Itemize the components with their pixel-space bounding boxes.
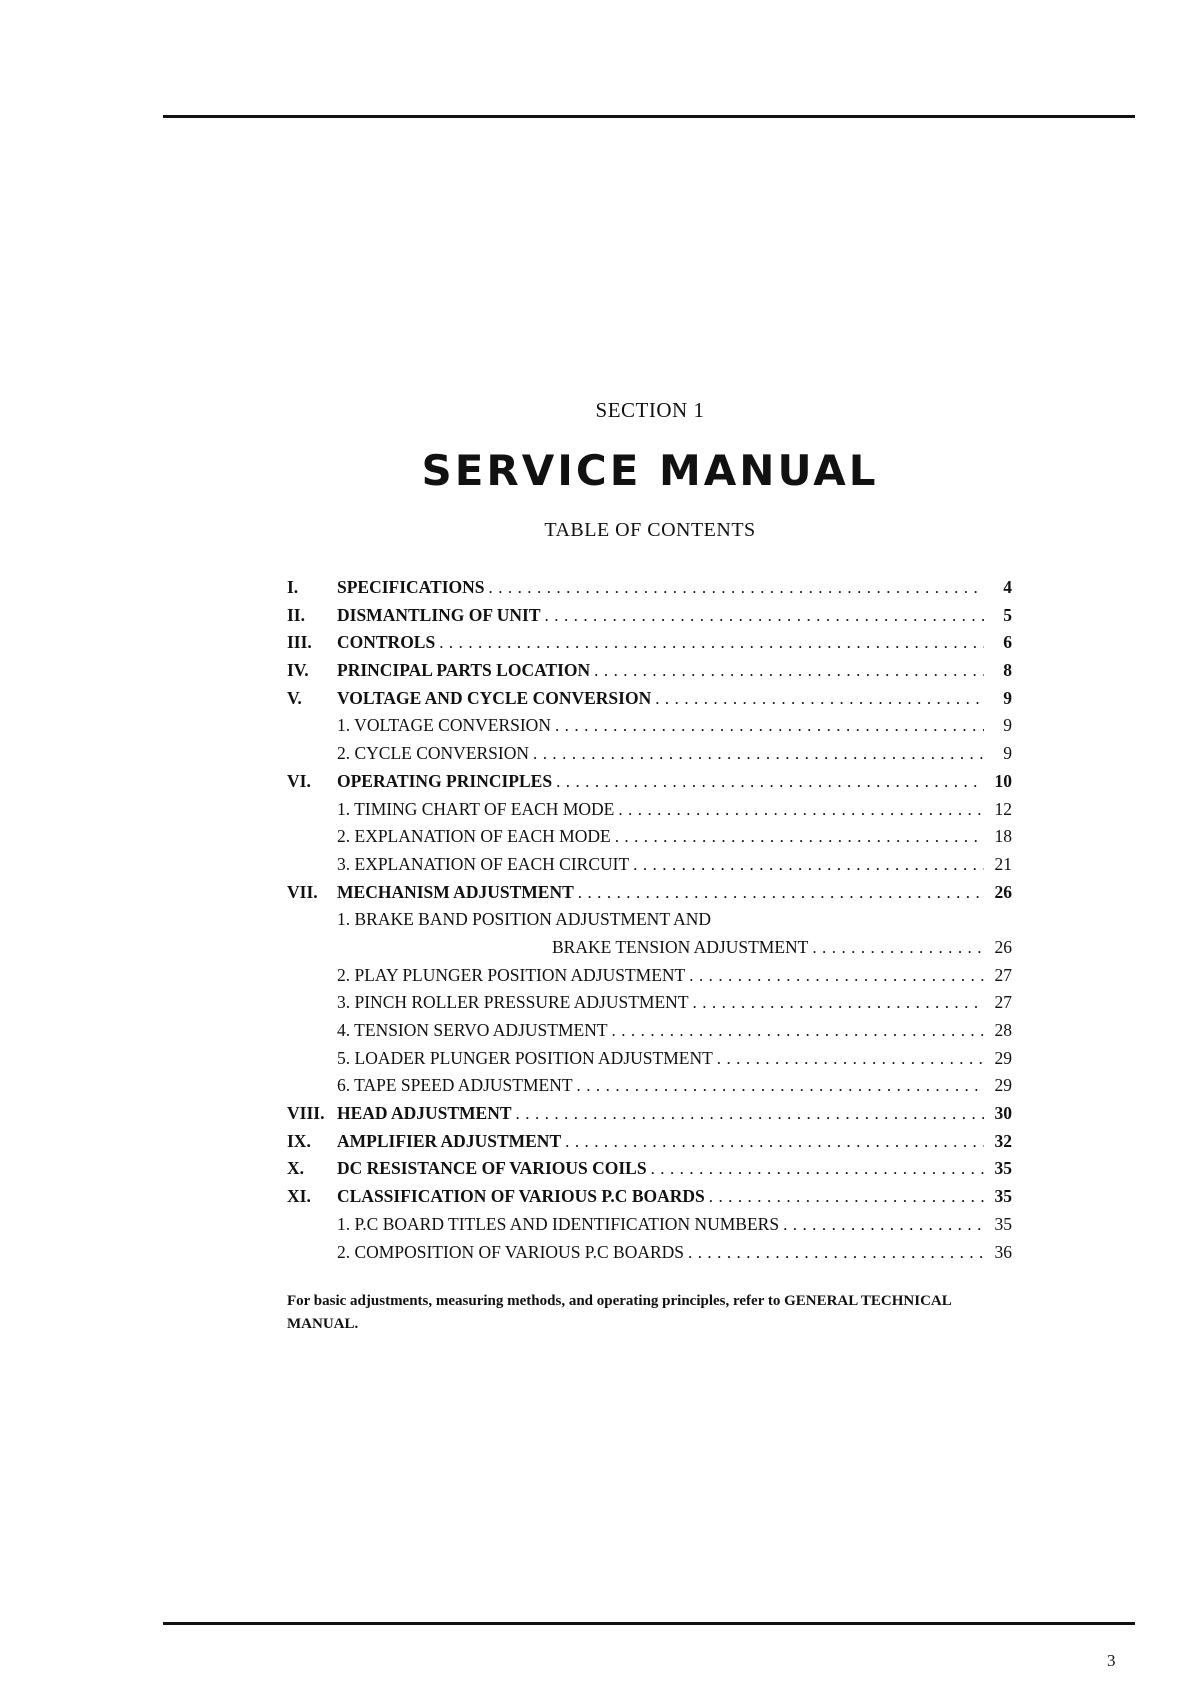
dot-leader — [556, 768, 984, 796]
toc-subentry[interactable] — [287, 796, 1012, 824]
toc-entry-label: 1. TIMING CHART OF EACH MODE — [337, 798, 615, 819]
toc-subentry[interactable] — [287, 1072, 1012, 1100]
toc-entry-page: 18 — [994, 826, 1012, 847]
toc-entry-label: MECHANISM ADJUSTMENT — [337, 881, 574, 902]
toc-entry-page: 10 — [994, 770, 1012, 791]
toc-entry-page: 27 — [994, 964, 1012, 985]
toc-heading: TABLE OF CONTENTS — [544, 519, 756, 541]
toc-entry-page: 5 — [1003, 604, 1012, 625]
toc-entry-number: I. — [287, 577, 299, 597]
page-number: 3 — [1107, 1651, 1116, 1670]
toc-entry-number: VIII. — [287, 1103, 325, 1124]
toc-entry-number: V. — [287, 687, 302, 708]
toc-subentry[interactable] — [287, 823, 1012, 851]
dot-leader — [555, 712, 984, 740]
toc-entry[interactable] — [287, 1155, 1012, 1183]
toc-entry-page: 6 — [1003, 632, 1012, 653]
dot-leader — [655, 685, 984, 713]
toc-entry-label: 1. BRAKE BAND POSITION ADJUSTMENT AND — [337, 909, 712, 930]
toc-entry-page: 4 — [1003, 577, 1012, 597]
dot-leader — [545, 602, 984, 630]
toc-entry-label: OPERATING PRINCIPLES — [337, 770, 553, 791]
toc-entry-page: 29 — [994, 1075, 1012, 1096]
toc-entry-page: 9 — [1003, 715, 1012, 736]
toc-entry-page: 26 — [994, 881, 1012, 902]
toc-entry-page: 9 — [1003, 687, 1012, 708]
toc-subentry[interactable] — [287, 989, 1012, 1017]
toc-entry-number: XI. — [287, 1186, 311, 1207]
section-label: SECTION 1 — [595, 398, 705, 422]
toc-entry-label: 3. EXPLANATION OF EACH CIRCUIT — [337, 853, 630, 874]
toc-entry[interactable] — [287, 574, 1012, 602]
toc-entry-label: HEAD ADJUSTMENT — [337, 1103, 512, 1124]
toc-subentry[interactable] — [287, 712, 1012, 740]
toc-entry-number: VII. — [287, 881, 318, 902]
toc-entry-label: BRAKE TENSION ADJUSTMENT — [552, 936, 809, 957]
toc-entry-page: 28 — [994, 1020, 1012, 1040]
toc-entry-page: 30 — [994, 1103, 1012, 1124]
toc-entry-page: 35 — [994, 1213, 1012, 1234]
toc-entry-page: 32 — [994, 1130, 1012, 1151]
toc-entry-page: 9 — [1003, 743, 1012, 764]
toc-entry[interactable] — [287, 1128, 1012, 1156]
toc-entry[interactable] — [287, 657, 1012, 685]
toc-entry-page: 12 — [994, 798, 1012, 819]
dot-leader — [651, 1155, 984, 1183]
toc-subentry[interactable] — [287, 906, 1012, 934]
dot-leader — [439, 629, 984, 657]
toc-entry-label: 2. EXPLANATION OF EACH MODE — [337, 826, 611, 847]
toc-subentry[interactable] — [287, 962, 1012, 990]
bottom-rule — [163, 1622, 1135, 1625]
toc-entry-page: 8 — [1003, 660, 1012, 681]
toc-entry[interactable] — [287, 629, 1012, 657]
toc-entry-number: VI. — [287, 770, 311, 791]
toc-entry-label: 1. P.C BOARD TITLES AND IDENTIFICATION NUMBERS — [337, 1213, 780, 1234]
toc-entry-page: 21 — [994, 853, 1012, 874]
toc-entry[interactable] — [287, 768, 1012, 796]
toc-entry-label: 2. PLAY PLUNGER POSITION ADJUSTMENT — [337, 964, 686, 985]
toc-entry-page: 29 — [994, 1047, 1012, 1068]
dot-leader — [633, 851, 984, 879]
toc-entry-label: 3. PINCH ROLLER PRESSURE ADJUSTMENT — [337, 992, 689, 1013]
toc-entry-page: 36 — [994, 1241, 1012, 1262]
dot-leader — [615, 823, 984, 851]
dot-leader — [577, 1072, 984, 1100]
toc-subentry-continuation[interactable] — [287, 934, 1012, 962]
reference-note: For basic adjustments, measuring methods, and operating principles, refer to GENERAL TECHNICAL MANUAL. — [287, 1293, 951, 1332]
toc-entry-label: 1. VOLTAGE CONVERSION — [337, 715, 551, 736]
toc-entry-number: IX. — [287, 1130, 311, 1151]
dot-leader — [578, 879, 984, 907]
dot-leader — [812, 934, 984, 962]
dot-leader — [612, 1017, 984, 1045]
toc-entry-label: 4. TENSION SERVO ADJUSTMENT — [337, 1020, 608, 1040]
toc-subentry[interactable] — [287, 1211, 1012, 1239]
toc-subentry[interactable] — [287, 1045, 1012, 1073]
dot-leader — [533, 740, 984, 768]
toc-entry[interactable] — [287, 1100, 1012, 1128]
toc-entry-label: VOLTAGE AND CYCLE CONVERSION — [337, 687, 652, 708]
toc-entry[interactable] — [287, 602, 1012, 630]
toc-entry-label: 2. CYCLE CONVERSION — [337, 743, 530, 764]
toc-entry-page: 35 — [994, 1186, 1012, 1207]
toc-subentry[interactable] — [287, 1239, 1012, 1267]
toc-entry[interactable] — [287, 879, 1012, 907]
toc-entry-number: IV. — [287, 660, 309, 681]
toc-subentry[interactable] — [287, 851, 1012, 879]
dot-leader — [489, 574, 985, 602]
toc-entry-number: III. — [287, 632, 312, 653]
dot-leader — [689, 962, 984, 990]
toc-entry-label: PRINCIPAL PARTS LOCATION — [337, 660, 591, 681]
page-title: SERVICE MANUAL — [421, 446, 879, 495]
top-rule — [163, 115, 1135, 118]
dot-leader — [516, 1100, 984, 1128]
toc-entry-label: DC RESISTANCE OF VARIOUS COILS — [337, 1158, 647, 1179]
toc-entry-label: 6. TAPE SPEED ADJUSTMENT — [337, 1075, 573, 1096]
table-of-contents — [287, 574, 1012, 1266]
toc-subentry[interactable] — [287, 1017, 1012, 1045]
toc-entry-page: 27 — [994, 992, 1012, 1013]
dot-leader — [717, 1045, 984, 1073]
toc-entry-label: 2. COMPOSITION OF VARIOUS P.C BOARDS — [337, 1241, 685, 1262]
toc-entry-page: 26 — [994, 936, 1012, 957]
toc-entry-label: AMPLIFIER ADJUSTMENT — [337, 1130, 562, 1151]
toc-entry[interactable] — [287, 685, 1012, 713]
toc-entry[interactable] — [287, 1183, 1012, 1211]
dot-leader — [594, 657, 984, 685]
toc-entry-label: DISMANTLING OF UNIT — [337, 604, 541, 625]
toc-entry-page: 35 — [994, 1158, 1012, 1179]
dot-leader — [565, 1128, 984, 1156]
dot-leader — [688, 1239, 984, 1267]
dot-leader — [618, 796, 984, 824]
toc-entry-label: 5. LOADER PLUNGER POSITION ADJUSTMENT — [337, 1047, 713, 1068]
dot-leader — [709, 1183, 984, 1211]
dot-leader — [693, 989, 984, 1017]
toc-entry-label: CLASSIFICATION OF VARIOUS P.C BOARDS — [337, 1186, 705, 1207]
dot-leader — [783, 1211, 984, 1239]
toc-entry-label: SPECIFICATIONS — [337, 577, 485, 597]
toc-entry-number: II. — [287, 604, 305, 625]
toc-subentry[interactable] — [287, 740, 1012, 768]
toc-entry-number: X. — [287, 1158, 305, 1179]
toc-entry-label: CONTROLS — [337, 632, 436, 653]
